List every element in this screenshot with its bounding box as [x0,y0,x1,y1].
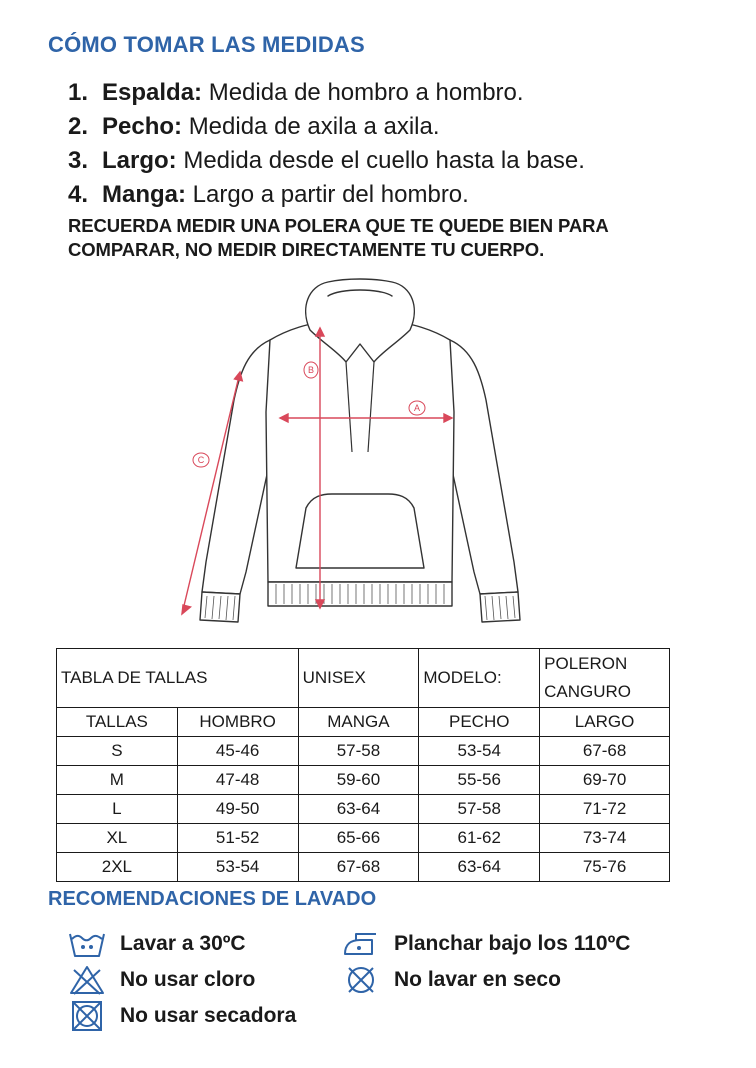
step-number: 3. [68,147,89,174]
table-cell: 57-58 [298,737,419,766]
care-item-dryer [68,1000,296,1032]
marker-a-label: A [413,403,421,413]
table-cell: 73-74 [540,824,670,853]
table-cell: 55-56 [419,766,540,795]
size-table [56,648,670,882]
measure-steps [68,76,585,212]
table-cell: XL [57,824,178,853]
marker-c-label: C [197,455,205,465]
step-number: 2. [68,113,89,140]
table-cell: 53-54 [419,737,540,766]
table-cell: 47-48 [177,766,298,795]
step-text: Medida de axila a axila. [188,113,440,140]
hem-ribbing [268,582,452,606]
table-cell: 65-66 [298,824,419,853]
column-header: LARGO [540,708,670,737]
measure-note: RECUERDA MEDIR UNA POLERA QUE TE QUEDE BIEN PARA COMPARAR, NO MEDIR DIRECTAMENTE TU CUERPO. [68,215,608,260]
table-cell: 63-64 [298,795,419,824]
table-cell: 57-58 [419,795,540,824]
care-item-bleach [68,964,255,996]
hoodie-diagram [170,272,550,638]
table-title: TABLA DE TALLAS [57,649,299,708]
model-line-2: CANGURO [544,682,632,701]
step-text: Medida desde el cuello hasta la base. [183,147,585,174]
table-cell: 45-46 [177,737,298,766]
washing-title: RECOMENDACIONES DE LAVADO [48,888,377,910]
model-value [540,649,670,708]
step-item [68,110,585,144]
step-item [68,76,585,110]
step-term: Pecho: [102,113,183,140]
step-number: 4. [68,181,89,208]
column-header: PECHO [419,708,540,737]
table-header-row [57,649,670,708]
table-cell: 63-64 [419,853,540,882]
table-cell: 2XL [57,853,178,882]
step-text: Medida de hombro a hombro. [208,79,524,106]
step-item [68,178,585,212]
column-header: TALLAS [57,708,178,737]
table-row [57,795,670,824]
table-cell: 67-68 [540,737,670,766]
step-number: 1. [68,79,89,106]
step-text: Largo a partir del hombro. [192,181,469,208]
care-label: No usar secadora [120,1004,297,1027]
step-term: Espalda: [102,79,203,106]
table-cell: 53-54 [177,853,298,882]
table-cell: 69-70 [540,766,670,795]
care-label: Lavar a 30ºC [120,932,246,955]
table-cell: L [57,795,178,824]
table-cell: 49-50 [177,795,298,824]
table-row [57,824,670,853]
table-cell: 67-68 [298,853,419,882]
step-item [68,144,585,178]
model-line-1: POLERON [544,654,628,673]
kangaroo-pocket [296,494,424,568]
table-cell: 71-72 [540,795,670,824]
table-cell: M [57,766,178,795]
table-cell: 51-52 [177,824,298,853]
table-row [57,737,670,766]
table-cell: 75-76 [540,853,670,882]
page-title: CÓMO TOMAR LAS MEDIDAS [48,32,365,57]
table-cell: 59-60 [298,766,419,795]
no-dry-clean-icon [342,964,380,996]
no-bleach-icon [68,964,106,996]
marker-b-label: B [307,365,315,375]
table-row [57,853,670,882]
model-label: MODELO: [419,649,540,708]
step-term: Largo: [102,147,177,174]
right-sleeve [444,340,518,594]
table-cell: S [57,737,178,766]
care-label: No usar cloro [120,968,256,991]
table-row [57,766,670,795]
column-header: MANGA [298,708,419,737]
care-label: No lavar en seco [394,968,561,991]
wash-30-icon [68,928,106,960]
iron-low-icon [342,928,380,960]
column-header-row [57,708,670,737]
care-item-dryclean [342,964,561,996]
care-item-wash [68,928,246,960]
step-term: Manga: [102,181,186,208]
unisex-label: UNISEX [298,649,419,708]
column-header: HOMBRO [177,708,298,737]
care-item-iron [342,928,630,960]
no-tumble-dry-icon [68,1000,106,1032]
table-cell: 61-62 [419,824,540,853]
care-label: Planchar bajo los 110ºC [394,932,631,955]
